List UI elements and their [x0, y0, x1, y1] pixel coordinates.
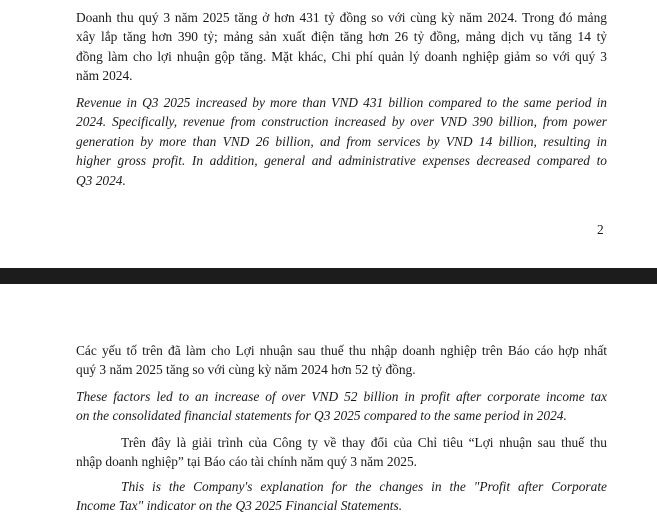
revenue-explanation-en: [76, 93, 607, 190]
profit-factors-en: [76, 387, 607, 426]
text-line: 2024. Specifically, revenue from construction increased by over VND 390 billion, from power: [76, 114, 607, 130]
text-line: Q3 2024.: [76, 172, 126, 188]
text-line: This is the Company's explanation for the changes in the "Profit after Corporate: [121, 479, 607, 494]
text-line: đồng làm cho lợi nhuận gộp tăng. Mặt khác, Chi phí quản lý doanh nghiệp giảm so với quý 3: [76, 48, 607, 64]
text-line: năm 2024.: [76, 68, 133, 84]
text-line: Revenue in Q3 2025 increased by more than VND 431 billion compared to the same period in: [76, 95, 607, 110]
text-line: nhập doanh nghiệp” tại Báo cáo tài chính năm quý 3 năm 2025.: [76, 454, 418, 470]
text-line: higher gross profit. In addition, general and administrative expenses decreased compared to: [76, 153, 607, 169]
company-explanation-vi: [76, 433, 607, 472]
text-line: quý 3 năm 2025 tăng so với cùng kỳ năm 2024 hơn 52 tỷ đồng.: [76, 362, 416, 378]
revenue-explanation-vi: [76, 8, 607, 86]
text-line: Doanh thu quý 3 năm 2025 tăng ở hơn 431 tỷ đồng so với cùng kỳ năm 2024. Trong đó mảng: [76, 10, 607, 25]
document-page-3: [0, 284, 657, 527]
text-line: Trên đây là giải trình của Công ty về thay đổi của Chỉ tiêu “Lợi nhuận sau thuế thu: [121, 435, 607, 450]
text-line: on the consolidated financial statements for Q3 2025 compared to the same period in 2024.: [76, 408, 567, 424]
text-line: Các yếu tố trên đã làm cho Lợi nhuận sau thuế thu nhập doanh nghiệp trên Báo cáo hợp nhất: [76, 343, 607, 358]
profit-factors-vi: [76, 341, 607, 380]
text-line: xây lắp tăng hơn 390 tỷ; mảng sản xuất điện tăng hơn 26 tỷ đồng, mảng dịch vụ tăng 14 tỷ: [76, 29, 607, 45]
text-line: These factors led to an increase of over VND 52 billion in profit after corporate income tax: [76, 389, 607, 404]
page-number: 2: [597, 222, 604, 237]
text-line: generation by more than VND 26 billion, and from services by VND 14 billion, resulting in: [76, 133, 607, 149]
page-separator: [0, 268, 657, 284]
company-explanation-en: [76, 477, 607, 516]
text-line: Income Tax" indicator on the Q3 2025 Financial Statements.: [76, 498, 403, 514]
